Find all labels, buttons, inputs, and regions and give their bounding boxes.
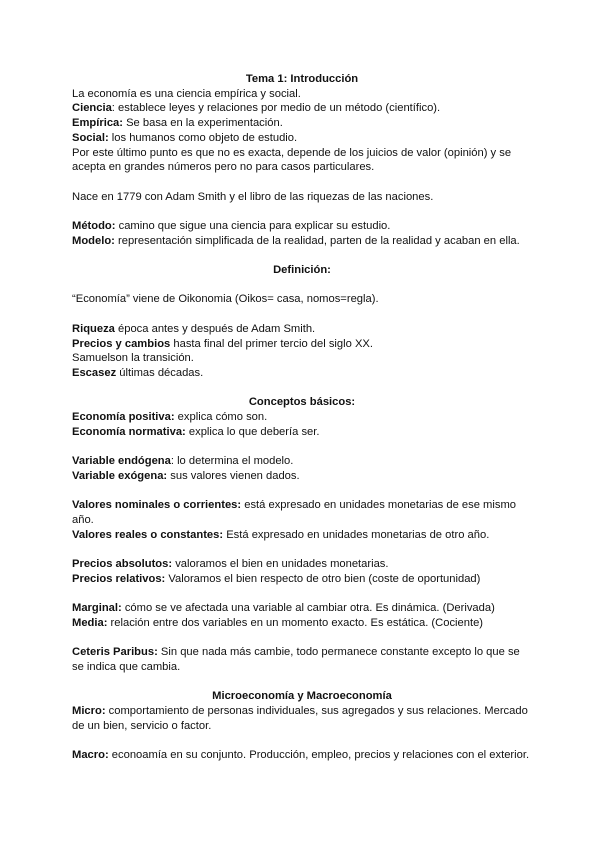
term-metodo: Método: (72, 220, 116, 232)
definition-ceteris-paribus (72, 645, 532, 674)
heading-tema-1: Tema 1: Introducción (245, 73, 359, 85)
definition-precios-relativos (72, 572, 532, 587)
definition-variable-exogena (72, 469, 532, 484)
paragraph-no-exacta: Por este último punto es que no es exacta, depende de los juicios de valor (opinión) y se acepta en grandes números pero no para casos particulares. (72, 146, 512, 174)
term-modelo: Modelo: (72, 234, 115, 247)
term-valores-nominales: Valores nominales o corrientes: (72, 499, 242, 512)
spacer (72, 439, 532, 454)
paragraph-etymology: “Economía” viene de Oikonomia (Oikos= casa, nomos=regla). (72, 293, 379, 306)
text-marginal: cómo se ve afectada una variable al cambiar otra. Es dinámica. (Derivada) (121, 602, 495, 615)
definition-economia-positiva (72, 410, 532, 425)
term-variable-exogena: Variable exógena: (72, 469, 168, 482)
heading-definicion: Definición: (273, 264, 331, 277)
definition-riqueza (72, 322, 532, 337)
spacer (72, 675, 532, 690)
text-riqueza: época antes y después de Adam Smith. (114, 322, 316, 335)
text-escasez: últimas décadas. (116, 366, 204, 379)
term-macro: Macro: (72, 749, 109, 762)
text-economia-normativa: explica lo que debería ser. (185, 425, 320, 438)
definition-marginal (72, 601, 532, 616)
definition-media (72, 616, 532, 631)
term-ceteris-paribus: Ceteris Paribus: (72, 646, 158, 659)
spacer (72, 175, 532, 190)
term-media: Media: (72, 616, 108, 629)
text-economia-positiva: explica cómo son. (174, 411, 268, 424)
term-empirica: Empírica: (72, 117, 123, 130)
spacer (72, 381, 532, 396)
document-content (72, 72, 532, 763)
definition-metodo (72, 219, 532, 234)
definition-modelo (72, 234, 532, 249)
definition-empirica (72, 116, 532, 131)
text-metodo: camino que sigue una ciencia para explicar su estudio. (115, 220, 391, 232)
paragraph-origin: Nace en 1779 con Adam Smith y el libro de las riquezas de las naciones. (72, 190, 434, 203)
text-valores-nominales: está expresado en unidades monetarias de ese mismo año. (72, 499, 516, 526)
text-precios-absolutos: valoramos el bien en unidades monetarias. (172, 558, 389, 571)
text-modelo: representación simplificada de la realidad, parten de la realidad y acaban en ella. (114, 234, 520, 247)
definition-variable-endogena (72, 454, 532, 469)
text-micro: comportamiento de personas individuales, sus agregados y sus relaciones. Mercado de un bien, servicio o factor. (72, 705, 528, 732)
spacer (72, 484, 532, 499)
definition-valores-nominales (72, 498, 532, 527)
definition-economia-normativa (72, 425, 532, 440)
text-precios-cambios: hasta final del primer tercio del siglo XX. (170, 337, 373, 350)
text-ceteris-paribus: Sin que nada más cambie, todo permanece constante excepto lo que se se indica que cambia. (72, 646, 520, 673)
definition-precios-absolutos (72, 557, 532, 572)
definition-precios-cambios (72, 337, 532, 352)
definition-ciencia (72, 101, 532, 116)
spacer (72, 733, 532, 748)
term-valores-reales: Valores reales o constantes: (72, 528, 224, 541)
definition-social (72, 131, 532, 146)
text-valores-reales: Está expresado en unidades monetarias de otro año. (223, 528, 490, 541)
term-ciencia: Ciencia (72, 102, 112, 115)
term-precios-cambios: Precios y cambios (72, 337, 171, 350)
text-ciencia: : establece leyes y relaciones por medio de un método (científico). (111, 102, 441, 115)
term-escasez: Escasez (72, 366, 117, 379)
spacer (72, 278, 532, 293)
definition-macro (72, 748, 532, 763)
term-micro: Micro: (72, 705, 106, 718)
term-economia-positiva: Economía positiva: (72, 411, 175, 424)
heading-micro-macro: Microeconomía y Macroeconomía (212, 690, 392, 703)
spacer (72, 542, 532, 557)
paragraph-samuelson: Samuelson la transición. (72, 352, 194, 365)
text-variable-endogena: : lo determina el modelo. (170, 455, 294, 468)
paragraph-economia-ciencia: La economía es una ciencia empírica y social. (72, 87, 301, 100)
term-variable-endogena: Variable endógena (72, 455, 171, 468)
spacer (72, 307, 532, 322)
spacer (72, 586, 532, 601)
term-precios-absolutos: Precios absolutos: (72, 558, 173, 571)
text-empirica: Se basa en la experimentación. (122, 117, 283, 130)
text-variable-exogena: sus valores vienen dados. (167, 469, 300, 482)
definition-escasez (72, 366, 532, 381)
definition-valores-reales (72, 528, 532, 543)
spacer (72, 631, 532, 646)
term-social: Social: (72, 131, 109, 144)
heading-conceptos-basicos: Conceptos básicos: (248, 396, 356, 409)
term-economia-normativa: Economía normativa: (72, 425, 186, 438)
term-riqueza: Riqueza (72, 322, 115, 335)
text-precios-relativos: Valoramos el bien respecto de otro bien (coste de oportunidad) (165, 572, 481, 585)
text-social: los humanos como objeto de estudio. (108, 131, 298, 144)
spacer (72, 248, 532, 263)
text-media: relación entre dos variables en un momento exacto. Es estática. (Cociente) (107, 616, 484, 629)
definition-micro (72, 704, 532, 733)
term-precios-relativos: Precios relativos: (72, 572, 166, 585)
text-macro: econoamía en su conjunto. Producción, empleo, precios y relaciones con el exterior. (108, 749, 530, 762)
spacer (72, 204, 532, 219)
term-marginal: Marginal: (72, 602, 122, 615)
